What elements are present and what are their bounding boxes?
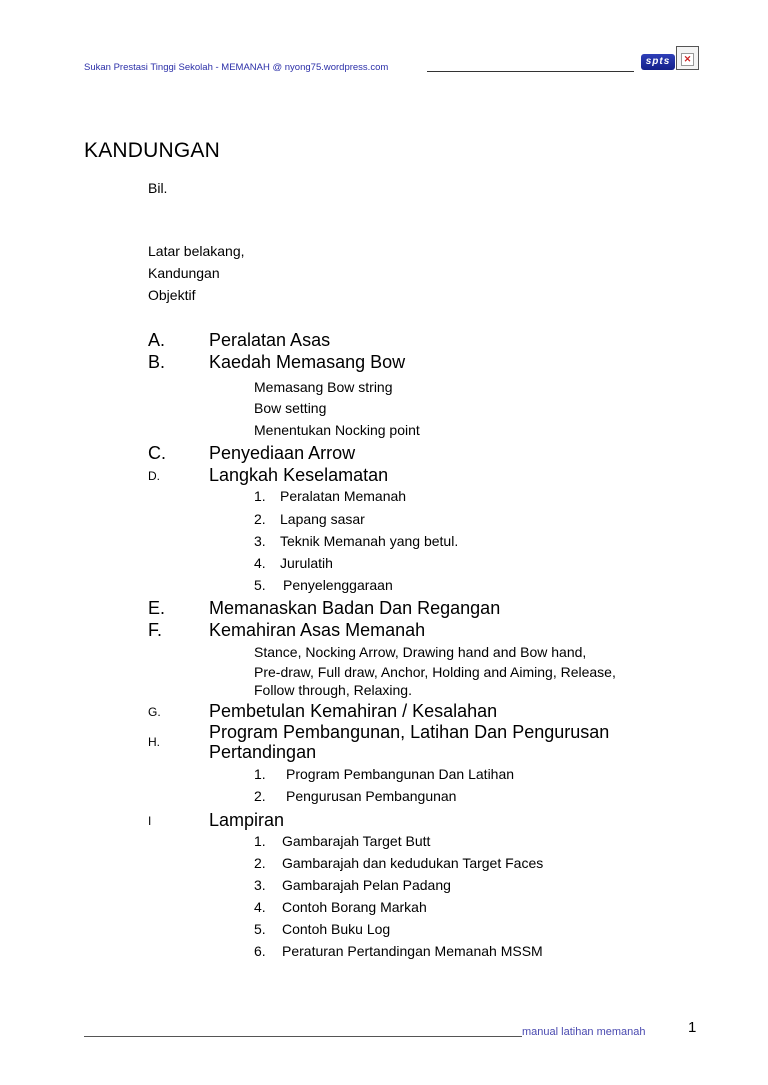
list-item: Peralatan Memanah: [280, 488, 407, 504]
list-num: 1.: [254, 833, 266, 849]
section-title: Kemahiran Asas Memanah: [209, 620, 426, 640]
list-num: 2.: [254, 788, 266, 804]
list-item: Teknik Memanah yang betul.: [280, 533, 459, 549]
list-item: Peraturan Pertandingan Memanah MSSM: [282, 943, 543, 959]
list-item: Pengurusan Pembangunan: [286, 788, 457, 804]
description-line: Pre-draw, Full draw, Anchor, Holding and Aiming, Release,: [254, 664, 616, 680]
list-item: Program Pembangunan Dan Latihan: [286, 766, 515, 782]
section-letter: D.: [148, 469, 160, 483]
bil-label: Bil.: [148, 180, 168, 196]
list-item: Gambarajah dan kedudukan Target Faces: [282, 855, 544, 871]
list-item: Lapang sasar: [280, 511, 365, 527]
list-item: Gambarajah Target Butt: [282, 833, 431, 849]
footer-text: manual latihan memanah: [522, 1026, 646, 1038]
running-header: Sukan Prestasi Tinggi Sekolah - MEMANAH @ nyong75.wordpress.com: [84, 62, 389, 73]
list-item: Contoh Borang Markah: [282, 899, 427, 915]
list-num: 5.: [254, 921, 266, 937]
section-letter: H.: [148, 735, 160, 749]
list-item: Gambarajah Pelan Padang: [282, 877, 451, 893]
section-title: Kaedah Memasang Bow: [209, 352, 406, 372]
section-title: Pembetulan Kemahiran / Kesalahan: [209, 701, 498, 721]
sub-item: Memasang Bow string: [254, 379, 393, 395]
section-title: Langkah Keselamatan: [209, 465, 389, 485]
close-button[interactable]: [676, 46, 699, 70]
intro-item: Latar belakang,: [148, 243, 245, 259]
section-title: Penyediaan Arrow: [209, 443, 356, 463]
close-icon: ✕: [681, 53, 694, 66]
intro-item: Kandungan: [148, 265, 220, 281]
list-item: Contoh Buku Log: [282, 921, 391, 937]
list-num: 4.: [254, 899, 266, 915]
spts-logo: spts: [641, 54, 675, 70]
list-num: 1.: [254, 488, 266, 504]
list-item: Jurulatih: [280, 555, 333, 571]
description-line: Follow through, Relaxing.: [254, 682, 412, 698]
section-letter: G.: [148, 705, 161, 719]
description-line: Stance, Nocking Arrow, Drawing hand and Bow hand,: [254, 644, 587, 660]
list-num: 2.: [254, 511, 266, 527]
section-title: Memanaskan Badan Dan Regangan: [209, 598, 501, 618]
section-title: Pertandingan: [209, 742, 317, 762]
section-letter: B.: [148, 352, 166, 372]
footer-rule: [84, 1036, 522, 1037]
section-letter: F.: [148, 620, 163, 640]
sub-item: Bow setting: [254, 400, 327, 416]
sub-item: Menentukan Nocking point: [254, 422, 420, 438]
list-num: 6.: [254, 943, 266, 959]
section-title: Program Pembangunan, Latihan Dan Pengurusan: [209, 722, 610, 742]
list-num: 3.: [254, 877, 266, 893]
list-num: 4.: [254, 555, 266, 571]
page-number: 1: [688, 1019, 697, 1036]
section-title: Lampiran: [209, 810, 285, 830]
list-num: 5.: [254, 577, 266, 593]
list-num: 1.: [254, 766, 266, 782]
list-num: 3.: [254, 533, 266, 549]
page-title: KANDUNGAN: [84, 139, 220, 162]
section-letter: C.: [148, 443, 166, 463]
intro-item: Objektif: [148, 287, 196, 303]
section-letter: E.: [148, 598, 166, 618]
list-num: 2.: [254, 855, 266, 871]
section-title: Peralatan Asas: [209, 330, 331, 350]
header-rule: [427, 71, 634, 72]
section-letter: A.: [148, 330, 166, 350]
section-letter: I: [148, 814, 152, 828]
list-item: Penyelenggaraan: [283, 577, 393, 593]
